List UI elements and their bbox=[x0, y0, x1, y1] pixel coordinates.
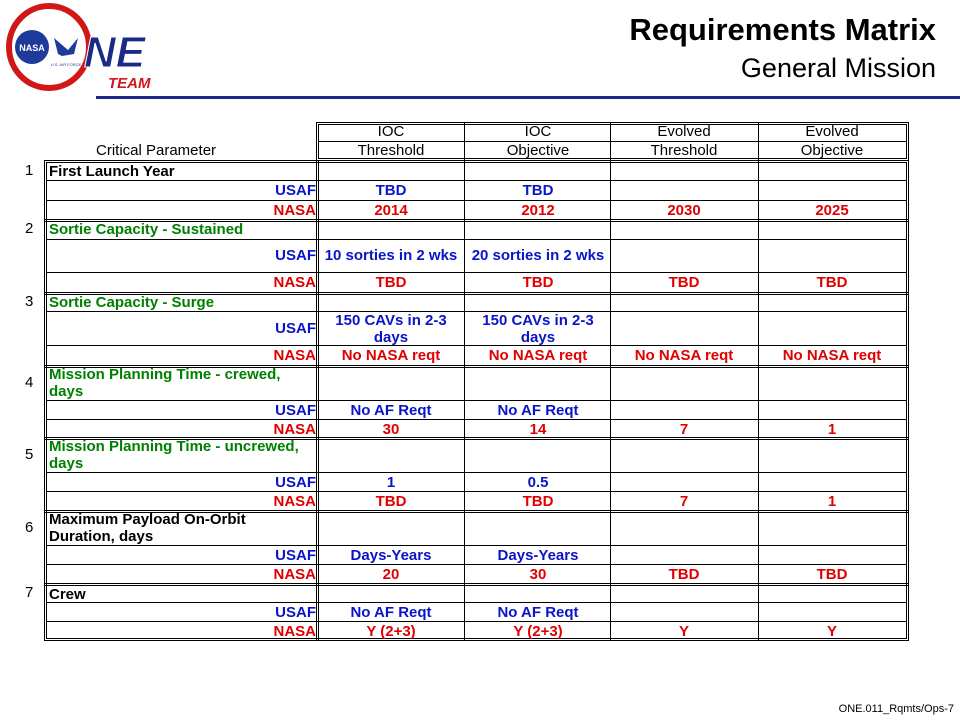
row-number: 7 bbox=[25, 584, 34, 601]
table-cell: 7 bbox=[679, 421, 689, 438]
column-header-line1: Evolved bbox=[805, 123, 859, 140]
agency-label-usaf: USAF bbox=[275, 182, 316, 199]
column-header-ioc-objective bbox=[465, 122, 611, 160]
parameter-name: Sortie Capacity - Surge bbox=[49, 294, 215, 311]
table-cell: Days-Years bbox=[350, 547, 432, 564]
table-cell: 150 CAVs in 2-3 days bbox=[482, 312, 594, 346]
table-cell: 2030 bbox=[667, 202, 701, 219]
nasa-seal-text: NASA bbox=[19, 43, 45, 53]
table-cell: 2025 bbox=[815, 202, 849, 219]
air-force-text: U.S. AIR FORCE bbox=[50, 62, 82, 67]
agency-label-nasa: NASA bbox=[273, 421, 316, 438]
table-cell: TBD bbox=[816, 566, 848, 583]
column-header-evolved-threshold bbox=[611, 122, 757, 160]
table-cell: No AF Reqt bbox=[497, 402, 579, 419]
parameter-name: Mission Planning Time - crewed, days bbox=[49, 366, 281, 400]
row-number: 3 bbox=[25, 293, 34, 310]
table-cell: No AF Reqt bbox=[497, 604, 579, 621]
page-subtitle: General Mission bbox=[740, 53, 936, 83]
agency-label-usaf: USAF bbox=[275, 402, 316, 419]
table-cell: TBD bbox=[668, 274, 700, 291]
row-number: 6 bbox=[25, 519, 34, 536]
column-header-line2: Objective bbox=[800, 142, 864, 159]
slide-footer-code: ONE.011_Rqmts/Ops-7 bbox=[838, 703, 954, 715]
agency-label-usaf: USAF bbox=[275, 547, 316, 564]
column-header-evolved-objective bbox=[759, 122, 905, 160]
row-number: 4 bbox=[25, 374, 34, 391]
table-cell: Y bbox=[826, 623, 837, 640]
table-cell: Y (2+3) bbox=[366, 623, 416, 640]
agency-label-nasa: NASA bbox=[273, 347, 316, 364]
column-header-line2: Threshold bbox=[357, 142, 425, 159]
table-cell: TBD bbox=[668, 566, 700, 583]
table-cell: TBD bbox=[522, 274, 554, 291]
table-cell: 1 bbox=[827, 421, 837, 438]
parameter-name: Sortie Capacity - Sustained bbox=[49, 221, 244, 238]
column-header-line2: Objective bbox=[506, 142, 570, 159]
table-cell: TBD bbox=[375, 274, 407, 291]
table-cell: 20 bbox=[382, 566, 400, 583]
agency-label-usaf: USAF bbox=[275, 247, 316, 264]
table-cell: TBD bbox=[522, 182, 554, 199]
table-cell: TBD bbox=[522, 493, 554, 510]
row-number: 1 bbox=[25, 162, 34, 179]
table-cell: 0.5 bbox=[527, 474, 549, 491]
table-cell: Days-Years bbox=[497, 547, 579, 564]
table-cell: 7 bbox=[679, 493, 689, 510]
table-cell: 30 bbox=[529, 566, 547, 583]
agency-label-nasa: NASA bbox=[273, 623, 316, 640]
parameter-name: First Launch Year bbox=[49, 163, 175, 180]
critical-parameter-header: Critical Parameter bbox=[96, 142, 217, 159]
table-cell: TBD bbox=[375, 182, 407, 199]
page-title: Requirements Matrix bbox=[629, 12, 936, 47]
table-cell: 150 CAVs in 2-3 days bbox=[335, 312, 447, 346]
table-cell: Y bbox=[678, 623, 689, 640]
parameter-name: Mission Planning Time - uncrewed, days bbox=[49, 438, 299, 472]
agency-label-usaf: USAF bbox=[275, 604, 316, 621]
column-header-line1: Evolved bbox=[657, 123, 711, 140]
table-cell: 1 bbox=[386, 474, 396, 491]
table-cell: Y (2+3) bbox=[513, 623, 563, 640]
agency-label-nasa: NASA bbox=[273, 202, 316, 219]
logo-team: TEAM bbox=[108, 75, 151, 92]
table-cell: No NASA reqt bbox=[341, 347, 441, 364]
table-cell: 2014 bbox=[374, 202, 408, 219]
table-cell: No NASA reqt bbox=[782, 347, 882, 364]
parameter-name: Crew bbox=[49, 586, 86, 603]
parameter-name: Maximum Payload On-Orbit Duration, days bbox=[49, 511, 246, 545]
table-cell: No AF Reqt bbox=[350, 604, 432, 621]
column-header-ioc-threshold bbox=[318, 122, 464, 160]
table-cell: TBD bbox=[816, 274, 848, 291]
column-header-line2: Threshold bbox=[650, 142, 718, 159]
row-number: 2 bbox=[25, 220, 34, 237]
table-cell: 30 bbox=[382, 421, 400, 438]
table-cell: 20 sorties in 2 wks bbox=[471, 247, 605, 264]
agency-label-usaf: USAF bbox=[275, 474, 316, 491]
agency-label-nasa: NASA bbox=[273, 274, 316, 291]
table-cell: No NASA reqt bbox=[488, 347, 588, 364]
table-cell: No NASA reqt bbox=[634, 347, 734, 364]
row-number: 5 bbox=[25, 446, 34, 463]
table-cell: TBD bbox=[375, 493, 407, 510]
table-cell: 1 bbox=[827, 493, 837, 510]
logo-letters: NE bbox=[84, 28, 146, 77]
agency-label-nasa: NASA bbox=[273, 493, 316, 510]
column-header-line1: IOC bbox=[377, 123, 405, 140]
table-cell: 10 sorties in 2 wks bbox=[324, 247, 458, 264]
table-cell: 14 bbox=[529, 421, 547, 438]
table-cell: No AF Reqt bbox=[350, 402, 432, 419]
agency-label-nasa: NASA bbox=[273, 566, 316, 583]
agency-label-usaf: USAF bbox=[275, 320, 316, 337]
table-cell: 2012 bbox=[521, 202, 555, 219]
column-header-line1: IOC bbox=[524, 123, 552, 140]
